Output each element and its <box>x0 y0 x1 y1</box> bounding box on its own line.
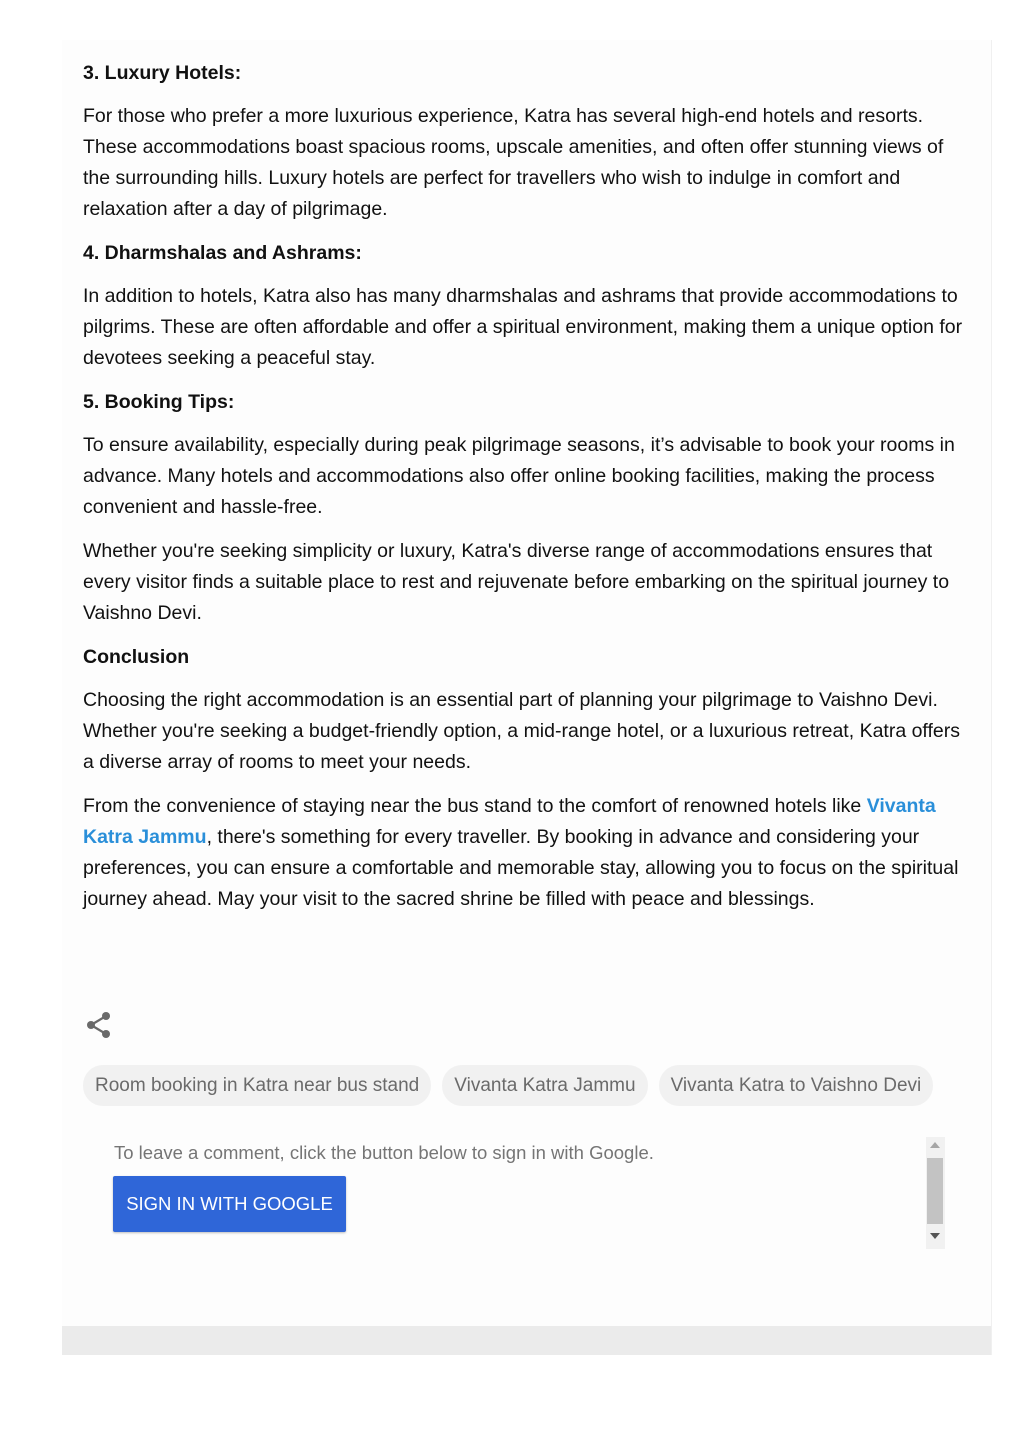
paragraph-dharmshalas: In addition to hotels, Katra also has many dharmshalas and ashrams that provide accommodations to pilgrims. These are often affordable and offer a spiritual environment, making them a unique option for devotees seeking a peaceful stay. <box>83 285 963 369</box>
scroll-down-arrow-icon[interactable] <box>930 1233 940 1239</box>
section-heading-conclusion: Conclusion <box>83 646 190 668</box>
section-heading-luxury-hotels: 3. Luxury Hotels: <box>83 62 242 84</box>
vivanta-katra-jammu-link[interactable]: Vivanta Katra Jammu <box>83 795 936 848</box>
share-icon[interactable] <box>84 1010 114 1040</box>
sign-in-with-google-button[interactable]: SIGN IN WITH GOOGLE <box>113 1176 346 1232</box>
final-text-before: From the convenience of staying near the bus stand to the comfort of renowned hotels like <box>83 795 867 817</box>
paragraph-final <box>83 791 963 915</box>
comments-scrollbar[interactable] <box>926 1137 945 1249</box>
scroll-up-arrow-icon[interactable] <box>930 1142 940 1148</box>
article-body <box>83 58 963 928</box>
footer-bar <box>62 1326 991 1355</box>
label-chip-vivanta-to-vaishno-devi[interactable]: Vivanta Katra to Vaishno Devi <box>659 1065 934 1106</box>
paragraph-luxury-hotels: For those who prefer a more luxurious experience, Katra has several high-end hotels and resorts. These accommodations boast spacious rooms, upscale amenities, and often offer stunning views of the surrounding hills. Luxury hotels are perfect for travellers who wish to indulge in comfort and relaxation after a day of pilgrimage. <box>83 105 944 220</box>
section-heading-dharmshalas: 4. Dharmshalas and Ashrams: <box>83 242 362 264</box>
scroll-thumb[interactable] <box>927 1158 943 1224</box>
paragraph-simplicity-luxury: Whether you're seeking simplicity or luxury, Katra's diverse range of accommodations ensures that every visitor finds a suitable place to rest and rejuvenate before embarking on the spiritual journey to Vaishno Devi. <box>83 540 950 624</box>
paragraph-booking-tips: To ensure availability, especially during peak pilgrimage seasons, it’s advisable to book your rooms in advance. Many hotels and accommodations also offer online booking facilities, making the process convenient and hassle-free. <box>83 434 955 518</box>
post-labels <box>83 1065 933 1106</box>
label-chip-vivanta-katra-jammu[interactable]: Vivanta Katra Jammu <box>442 1065 647 1106</box>
label-chip-room-booking[interactable]: Room booking in Katra near bus stand <box>83 1065 431 1106</box>
section-heading-booking-tips: 5. Booking Tips: <box>83 391 235 413</box>
comments-section <box>96 1132 946 1250</box>
final-text-after: , there's something for every traveller. By booking in advance and considering your preferences, you can ensure a comfortable and memorable stay, allowing you to focus on the spiritual journey ahead. May your visit to the sacred shrine be filled with peace and blessings. <box>83 826 959 910</box>
paragraph-conclusion: Choosing the right accommodation is an essential part of planning your pilgrimage to Vaishno Devi. Whether you're seeking a budget-friendly option, a mid-range hotel, or a luxurious retreat, Katra offers a diverse array of rooms to meet your needs. <box>83 689 961 773</box>
comment-signin-prompt: To leave a comment, click the button below to sign in with Google. <box>114 1142 654 1163</box>
